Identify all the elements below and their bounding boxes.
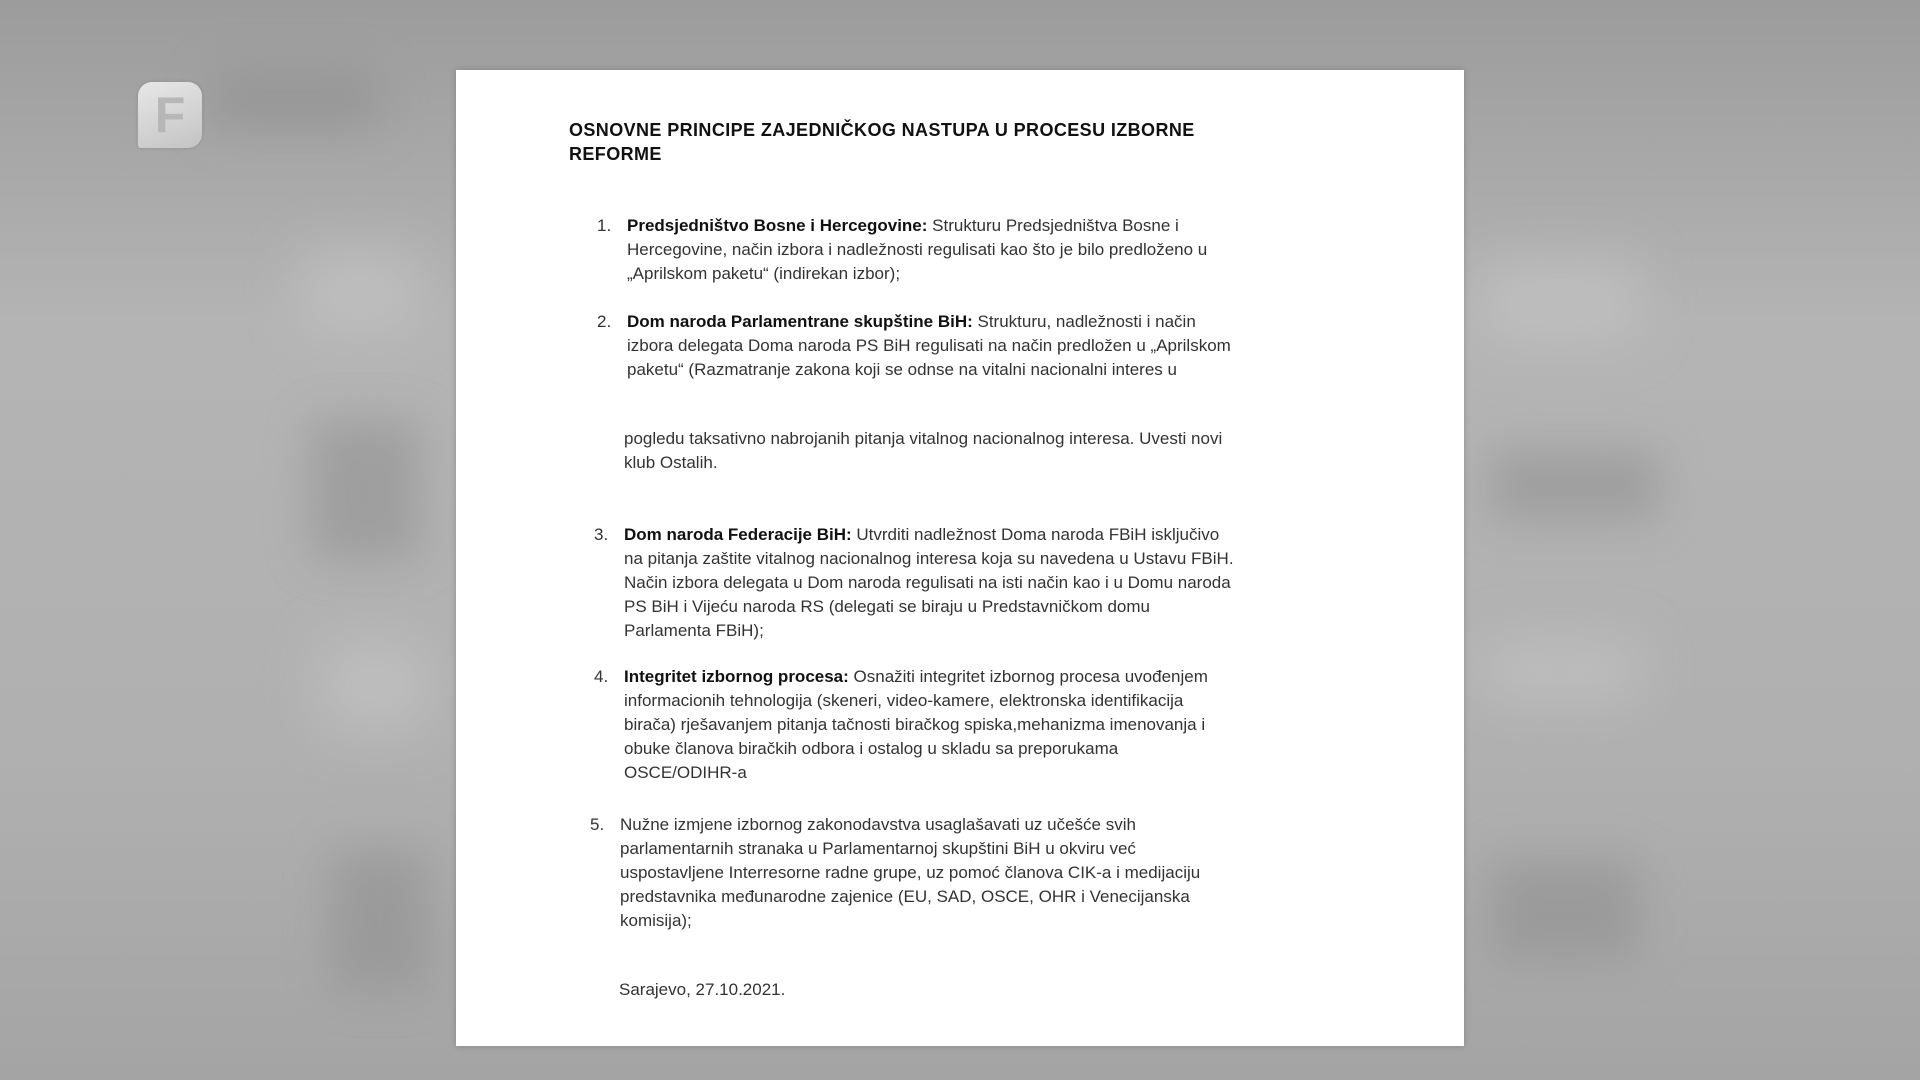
- item-2-continuation: pogledu taksativno nabrojanih pitanja vitalnog nacionalnog interesa. Uvesti novi klub Ostalih.: [624, 429, 1223, 472]
- item-heading: Integritet izbornog procesa:: [624, 667, 849, 686]
- item-heading: Dom naroda Parlamentrane skupštine BiH:: [627, 312, 973, 331]
- document-page: OSNOVNE PRINCIPE ZAJEDNIČKOG NASTUPA U PROCESU IZBORNE REFORME 1. Predsjedništvo Bosne i Hercegovine: Strukturu Predsjedništva Bosne i Hercegovine, način izbora i nadležnosti regulisati kao što je bilo predloženo u „Aprilskom paketu“ (indirekan izbor); 2. Dom naroda Parlamentrane skupštine BiH: Strukturu, nadležnosti i način izbora delegata Doma naroda PS BiH regulisati na način predložen u „Aprilskom paketu“ (Razmatranje zakona koji se odnse na vitalni nacionalni interes u pogledu taksativno nabrojanih pitanja vitalnog nacionalnog interesa. Uvesti novi klub Ostalih. 3. Dom naroda Federacije BiH: Utvrditi nadležnost Doma naroda FBiH isključivo na pitanja zaštite vitalnog nacionalnog interesa koja su navedena u Ustavu FBiH. Način izbora delegata u Dom naroda regulisati na isti način kao i u Domu naroda PS BiH i Vijeću naroda RS (delegati se biraju u Predstavničkom domu Parlamenta FBiH); 4. Integritet izbornog procesa: Osnažiti integritet izbornog procesa uvođenjem informacionih tehnologija (skeneri, video-kamere, elektronska identifikacija birača) rješavanjem pitanja tačnosti biračkog spiska,mehanizma imenovanja i obuke članova biračkih odbora i ostalog u skladu sa preporukama OSCE/ODIHR-a 5. Nužne izmjene izbornog zakonodavstva usaglašavati uz učešće svih parlamentarnih stranaka u Parlamentarnoj skupštini BiH u okviru već uspostavljene Interresorne radne grupe, uz pomoć članova CIK-a i medijaciju predstavnika međunarodne zajenice (EU, SAD, OSCE, OHR i Venecijanska komisija); Sarajevo, 27.10.2021.: [456, 70, 1464, 1046]
- title-line-1: OSNOVNE PRINCIPE ZAJEDNIČKOG NASTUPA U PROCESU IZBORNE: [569, 120, 1195, 140]
- channel-logo: [138, 82, 202, 148]
- document-title: [569, 118, 1269, 166]
- item-number: 5.: [590, 815, 605, 834]
- item-number: 3.: [594, 525, 609, 544]
- title-line-2: REFORME: [569, 144, 662, 164]
- item-number: 1.: [597, 216, 612, 235]
- signature-place-date: Sarajevo, 27.10.2021.: [619, 980, 786, 999]
- item-heading: Dom naroda Federacije BiH:: [624, 525, 852, 544]
- item-number: 2.: [597, 312, 612, 331]
- item-number: 4.: [594, 667, 609, 686]
- channel-logo-letter: F: [154, 87, 186, 143]
- item-heading: Predsjedništvo Bosne i Hercegovine:: [627, 216, 928, 235]
